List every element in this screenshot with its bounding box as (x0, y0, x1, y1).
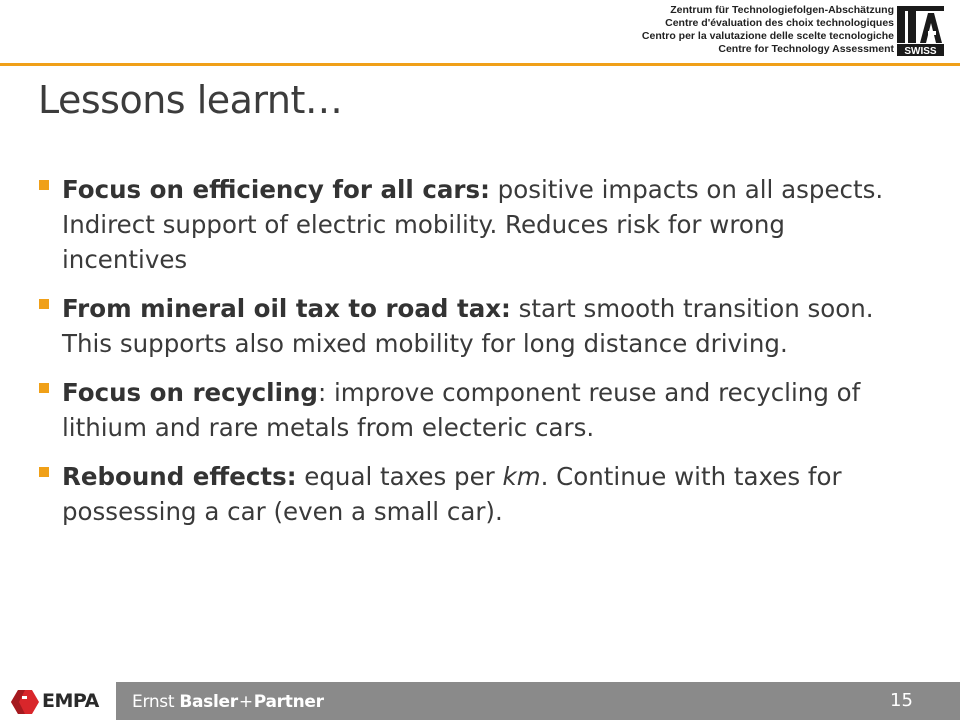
bullet-square-icon (39, 383, 49, 393)
page-number: 15 (890, 690, 913, 711)
bullet-text: start smooth transition soon. This supports also mixed mobility for long distance driving. (62, 294, 874, 358)
bullet-item (36, 375, 916, 445)
bullet-heading: Focus on efficiency for all cars: (62, 175, 490, 204)
header-line-fr: Centre d'évaluation des choix technologiques (665, 17, 894, 29)
bullet-italic: km (502, 462, 541, 491)
bullet-text: equal taxes per (296, 462, 503, 491)
bullet-text: : improve component reuse and recycling of lithium and rare metals from electeric cars. (62, 378, 861, 442)
bullet-square-icon (39, 467, 49, 477)
slide-title: Lessons learnt… (38, 78, 343, 122)
empa-logo-icon (10, 689, 40, 715)
ta-swiss-logo (895, 5, 946, 57)
bullet-square-icon (39, 299, 49, 309)
ebp-basler: Basler (179, 692, 238, 712)
bullet-item (36, 291, 916, 361)
bullet-heading: From mineral oil tax to road tax: (62, 294, 511, 323)
bullet-square-icon (39, 180, 49, 190)
ebp-partner: Partner (253, 692, 324, 712)
bullet-text: . Continue with taxes for possessing a car (even a small car). (62, 462, 842, 526)
header-text (642, 4, 894, 56)
bullet-item (36, 459, 916, 529)
bullet-list (36, 172, 916, 543)
bullet-heading: Focus on recycling (62, 378, 318, 407)
ta-logo-sub: SWISS (904, 46, 937, 57)
header-line-de: Zentrum für Technologiefolgen-Abschätzung (670, 4, 894, 16)
footer-bar (0, 682, 960, 720)
header-divider (0, 63, 960, 66)
ebp-first-name: Ernst (132, 692, 180, 712)
header-line-en: Centre for Technology Assessment (718, 43, 894, 55)
ebp-logo (132, 692, 324, 712)
bullet-text: positive impacts on all aspects. Indirect support of electric mobility. Reduces risk for wrong incentives (62, 175, 884, 274)
empa-logo-text: EMPA (42, 690, 99, 712)
bullet-heading: Rebound effects: (62, 462, 297, 491)
ebp-plus: + (238, 692, 253, 712)
bullet-item (36, 172, 916, 277)
header-line-it: Centro per la valutazione delle scelte tecnologiche (641, 30, 894, 42)
